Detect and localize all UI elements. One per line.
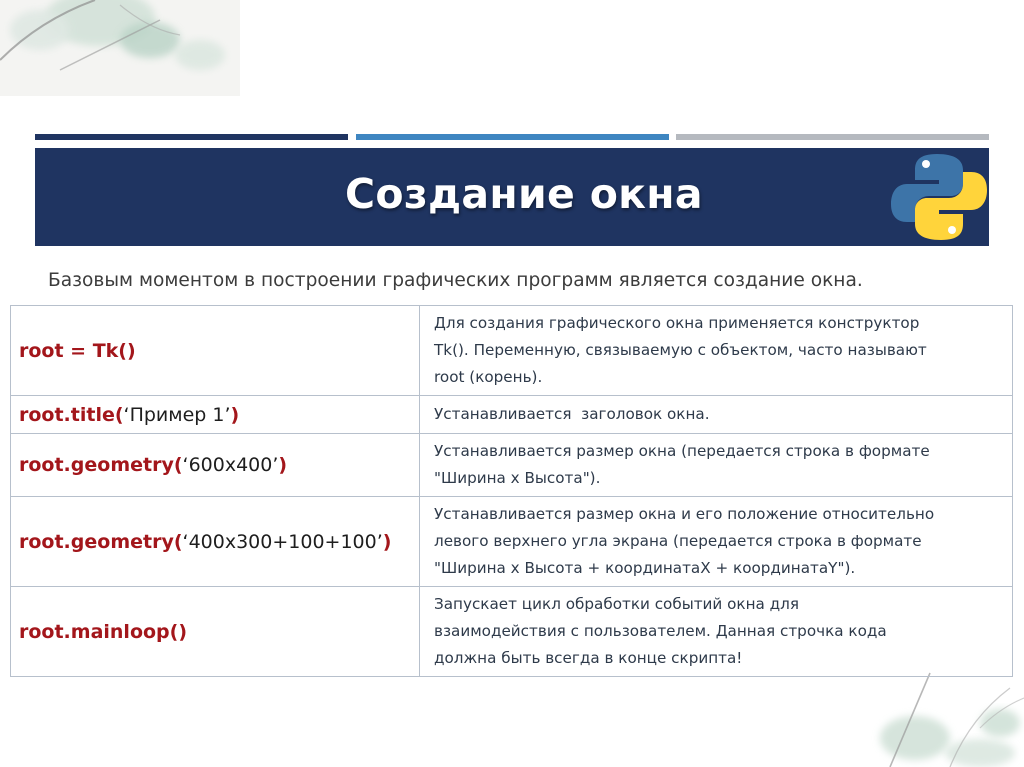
code-name: root.geometry [19, 454, 174, 476]
description-line: Tk(). Переменную, связываемую с объектом, часто называют [434, 341, 927, 359]
watercolor-leaves-bottom-right [860, 668, 1024, 767]
description-line: взаимодействия с пользователем. Данная строчка кода [434, 622, 887, 640]
code-name: root.geometry [19, 530, 174, 553]
code-name: root.mainloop() [19, 620, 188, 643]
stripe-dark [35, 134, 348, 140]
code-name: root = Tk() [19, 339, 136, 362]
table-row [11, 396, 1013, 434]
table-row [11, 587, 1013, 677]
code-cell [11, 434, 420, 497]
description-line: "Ширина x Высота"). [434, 469, 601, 487]
description-line: Устанавливается заголовок окна. [434, 405, 710, 423]
stripe-gray [676, 134, 989, 140]
table-row [11, 434, 1013, 497]
description-cell [420, 497, 1013, 587]
description-cell [420, 434, 1013, 497]
code-name: root.title [19, 403, 115, 426]
table-row [11, 497, 1013, 587]
description-line: Запускает цикл обработки событий окна для [434, 595, 799, 613]
description-line: Для создания графического окна применяется конструктор [434, 314, 920, 332]
tkinter-api-table [10, 305, 1013, 677]
description-line: "Ширина x Высота + координатаX + координатаY"). [434, 559, 856, 577]
code-close-paren: ) [278, 454, 288, 476]
code-argument: ‘400x300+100+100’ [182, 530, 383, 553]
description-line: root (корень). [434, 368, 543, 386]
code-cell [11, 306, 420, 396]
code-cell [11, 497, 420, 587]
table-row [11, 306, 1013, 396]
code-open-paren: ( [173, 454, 183, 476]
description-line: Устанавливается размер окна и его положение относительно [434, 505, 935, 523]
description-cell [420, 587, 1013, 677]
code-open-paren: ( [173, 530, 183, 553]
code-close-paren: ) [230, 403, 240, 426]
code-argument: ‘Пример 1’ [123, 403, 231, 426]
stripe-blue [356, 134, 669, 140]
description-line: левого верхнего угла экрана (передается строка в формате [434, 532, 922, 550]
code-open-paren: ( [114, 403, 124, 426]
code-cell [11, 396, 420, 434]
description-cell [420, 306, 1013, 396]
code-close-paren: ) [382, 530, 392, 553]
slide-title: Создание окна [345, 170, 703, 218]
description-cell [420, 396, 1013, 434]
python-logo-icon [889, 148, 989, 246]
code-cell [11, 587, 420, 677]
watercolor-leaves-top-left [0, 0, 240, 100]
code-argument: ‘600x400’ [182, 454, 279, 476]
description-line: Устанавливается размер окна (передается строка в формате [434, 442, 930, 460]
slide-subtitle: Базовым моментом в построении графических программ является создание окна. [48, 270, 863, 291]
description-line: должна быть всегда в конце скрипта! [434, 649, 743, 667]
